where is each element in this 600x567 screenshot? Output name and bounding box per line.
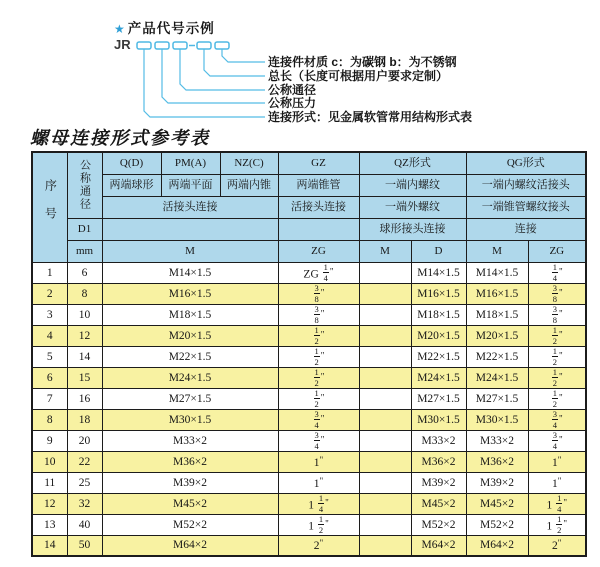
cell-zg-size: $\frac{1}{2}$ " — [278, 367, 359, 388]
cell-zg-size: 1 $\frac{1}{4}$ " — [278, 493, 359, 514]
cell-qz-m — [359, 409, 411, 430]
cell-diameter: 14 — [67, 346, 102, 367]
cell-m-thread: M39×2 — [102, 472, 278, 493]
cell-seq: 4 — [32, 325, 67, 346]
label-nominal-pressure: 公称压力 — [268, 96, 317, 110]
cell-qz-m — [359, 304, 411, 325]
cell-qg-m: M18×1.5 — [466, 304, 528, 325]
header-q-form: Q(D) — [102, 152, 161, 174]
cell-m-thread: M14×1.5 — [102, 262, 278, 283]
header-union-connection: 活接头连接 — [102, 196, 278, 218]
header-qg-desc: 一端内螺纹活接头 — [466, 174, 586, 196]
table-row — [32, 388, 586, 409]
cell-qg-m: M64×2 — [466, 535, 528, 556]
cell-qg-m: M22×1.5 — [466, 346, 528, 367]
table-row — [32, 451, 586, 472]
header-qg-m-unit: M — [466, 240, 528, 262]
cell-qz-m — [359, 430, 411, 451]
cell-diameter: 15 — [67, 367, 102, 388]
header-pm-desc: 两端平面 — [161, 174, 220, 196]
cell-qz-d: M52×2 — [411, 514, 466, 535]
cell-qg-zg: 1 $\frac{1}{2}$ " — [528, 514, 586, 535]
cell-qz-d: M30×1.5 — [411, 409, 466, 430]
cell-qg-m: M14×1.5 — [466, 262, 528, 283]
cell-diameter: 25 — [67, 472, 102, 493]
cell-qg-m: M30×1.5 — [466, 409, 528, 430]
cell-zg-size: ZG $\frac{1}{4}$ " — [278, 262, 359, 283]
header-empty-gz — [278, 218, 359, 240]
cell-qg-zg: $\frac{3}{4}$ " — [528, 430, 586, 451]
cell-m-thread: M20×1.5 — [102, 325, 278, 346]
cell-seq: 11 — [32, 472, 67, 493]
cell-diameter: 8 — [67, 283, 102, 304]
cell-diameter: 6 — [67, 262, 102, 283]
cell-seq: 7 — [32, 388, 67, 409]
header-nz-form: NZ(C) — [220, 152, 278, 174]
cell-qg-zg: 2" — [528, 535, 586, 556]
cell-seq: 13 — [32, 514, 67, 535]
header-mm-unit: mm — [67, 240, 102, 262]
cell-qg-zg: $\frac{1}{2}$ " — [528, 367, 586, 388]
cell-seq: 5 — [32, 346, 67, 367]
table-row — [32, 304, 586, 325]
cell-qz-m — [359, 325, 411, 346]
cell-qz-m — [359, 388, 411, 409]
header-pm-form: PM(A) — [161, 152, 220, 174]
header-qz-row3: 一端外螺纹 — [359, 196, 466, 218]
header-gz-form: GZ — [278, 152, 359, 174]
header-zg-unit: ZG — [278, 240, 359, 262]
cell-diameter: 22 — [67, 451, 102, 472]
cell-qz-d: M33×2 — [411, 430, 466, 451]
cell-qg-m: M52×2 — [466, 514, 528, 535]
cell-m-thread: M52×2 — [102, 514, 278, 535]
cell-seq: 10 — [32, 451, 67, 472]
cell-qz-m — [359, 346, 411, 367]
cell-qz-d: M16×1.5 — [411, 283, 466, 304]
cell-qz-d: M64×2 — [411, 535, 466, 556]
cell-qz-m — [359, 283, 411, 304]
cell-qz-d: M39×2 — [411, 472, 466, 493]
cell-qg-m: M45×2 — [466, 493, 528, 514]
cell-qg-m: M36×2 — [466, 451, 528, 472]
header-qz-row4: 球形接头连接 — [359, 218, 466, 240]
header-qg-row3: 一端锥管螺纹接头 — [466, 196, 586, 218]
cell-diameter: 50 — [67, 535, 102, 556]
table-row — [32, 514, 586, 535]
cell-m-thread: M18×1.5 — [102, 304, 278, 325]
label-connection-form: 连接形式：见金属软管常用结构形式表 — [268, 110, 473, 124]
header-nz-desc: 两端内锥 — [220, 174, 278, 196]
header-qz-form: QZ形式 — [359, 152, 466, 174]
header-diameter: 公称通径 — [67, 152, 102, 218]
cell-diameter: 16 — [67, 388, 102, 409]
cell-qz-m — [359, 535, 411, 556]
cell-zg-size: 1" — [278, 451, 359, 472]
header-gz-union: 活接头连接 — [278, 196, 359, 218]
label-nominal-diameter: 公称通径 — [268, 83, 317, 97]
label-total-length: 总长（长度可根据用户要求定制） — [268, 69, 449, 83]
label-material: 连接件材质 c：为碳钢 b：为不锈钢 — [268, 55, 457, 69]
cell-qg-zg: $\frac{3}{4}$ " — [528, 409, 586, 430]
table-row — [32, 325, 586, 346]
cell-zg-size: $\frac{1}{2}$ " — [278, 325, 359, 346]
cell-qz-d: M36×2 — [411, 451, 466, 472]
table-row — [32, 367, 586, 388]
cell-qz-m — [359, 493, 411, 514]
code-box-icons — [137, 42, 229, 49]
cell-zg-size: $\frac{3}{8}$ " — [278, 304, 359, 325]
cell-qg-zg: 1 $\frac{1}{4}$ " — [528, 493, 586, 514]
cell-m-thread: M22×1.5 — [102, 346, 278, 367]
table-row — [32, 346, 586, 367]
cell-diameter: 18 — [67, 409, 102, 430]
cell-zg-size: 2" — [278, 535, 359, 556]
cell-qz-d: M20×1.5 — [411, 325, 466, 346]
header-d1: D1 — [67, 218, 102, 240]
cell-m-thread: M64×2 — [102, 535, 278, 556]
table-header — [32, 152, 586, 262]
cell-diameter: 32 — [67, 493, 102, 514]
cell-qz-d: M22×1.5 — [411, 346, 466, 367]
cell-m-thread: M30×1.5 — [102, 409, 278, 430]
cell-diameter: 12 — [67, 325, 102, 346]
cell-qz-d: M14×1.5 — [411, 262, 466, 283]
table-body — [32, 262, 586, 556]
cell-qg-m: M39×2 — [466, 472, 528, 493]
cell-seq: 6 — [32, 367, 67, 388]
nut-connection-reference-table — [31, 151, 587, 557]
table-row — [32, 283, 586, 304]
cell-qz-d: M18×1.5 — [411, 304, 466, 325]
cell-qg-m: M20×1.5 — [466, 325, 528, 346]
cell-qz-d: M24×1.5 — [411, 367, 466, 388]
cell-zg-size: $\frac{3}{8}$ " — [278, 283, 359, 304]
cell-diameter: 20 — [67, 430, 102, 451]
table-row — [32, 493, 586, 514]
cell-m-thread: M33×2 — [102, 430, 278, 451]
diagram-title — [114, 17, 215, 37]
cell-qg-m: M16×1.5 — [466, 283, 528, 304]
header-qz-d-unit: D — [411, 240, 466, 262]
cell-qg-zg: 1" — [528, 472, 586, 493]
cell-seq: 12 — [32, 493, 67, 514]
header-qg-row4: 连接 — [466, 218, 586, 240]
cell-qg-zg: $\frac{1}{4}$ " — [528, 262, 586, 283]
cell-m-thread: M36×2 — [102, 451, 278, 472]
cell-m-thread: M24×1.5 — [102, 367, 278, 388]
cell-qz-m — [359, 367, 411, 388]
table-row — [32, 262, 586, 283]
cell-zg-size: 1" — [278, 472, 359, 493]
cell-qg-zg: $\frac{1}{2}$ " — [528, 388, 586, 409]
table-row — [32, 409, 586, 430]
header-qg-form: QG形式 — [466, 152, 586, 174]
cell-seq: 9 — [32, 430, 67, 451]
table-title: 螺母连接形式参考表 — [30, 128, 210, 148]
cell-qg-zg: 1" — [528, 451, 586, 472]
cell-zg-size: 1 $\frac{1}{2}$ " — [278, 514, 359, 535]
cell-m-thread: M16×1.5 — [102, 283, 278, 304]
cell-seq: 2 — [32, 283, 67, 304]
cell-zg-size: $\frac{1}{2}$ " — [278, 346, 359, 367]
cell-seq: 14 — [32, 535, 67, 556]
header-m-unit: M — [102, 240, 278, 262]
header-seq: 序号 — [32, 152, 67, 262]
leader-lines — [144, 49, 265, 117]
cell-diameter: 40 — [67, 514, 102, 535]
cell-qg-m: M27×1.5 — [466, 388, 528, 409]
header-empty-m — [102, 218, 278, 240]
cell-qz-m — [359, 262, 411, 283]
cell-qg-m: M24×1.5 — [466, 367, 528, 388]
cell-qg-zg: $\frac{1}{2}$ " — [528, 325, 586, 346]
cell-seq: 3 — [32, 304, 67, 325]
cell-qz-m — [359, 514, 411, 535]
cell-seq: 8 — [32, 409, 67, 430]
cell-diameter: 10 — [67, 304, 102, 325]
diagram-title-text: 产品代号示例 — [127, 21, 215, 36]
header-qg-zg-unit: ZG — [528, 240, 586, 262]
star-icon: ★ — [114, 22, 126, 36]
cell-qg-zg: $\frac{3}{8}$ " — [528, 304, 586, 325]
cell-zg-size: $\frac{1}{2}$ " — [278, 388, 359, 409]
cell-zg-size: $\frac{3}{4}$ " — [278, 409, 359, 430]
product-code-prefix: JR — [114, 37, 131, 52]
cell-qg-m: M33×2 — [466, 430, 528, 451]
header-gz-desc: 两端锥管 — [278, 174, 359, 196]
cell-m-thread: M45×2 — [102, 493, 278, 514]
cell-qz-d: M45×2 — [411, 493, 466, 514]
cell-qz-m — [359, 451, 411, 472]
header-qz-m-unit: M — [359, 240, 411, 262]
cell-qg-zg: $\frac{1}{2}$ " — [528, 346, 586, 367]
product-code-diagram — [0, 0, 600, 130]
cell-qz-d: M27×1.5 — [411, 388, 466, 409]
table-row — [32, 430, 586, 451]
cell-zg-size: $\frac{3}{4}$ " — [278, 430, 359, 451]
cell-qg-zg: $\frac{3}{8}$ " — [528, 283, 586, 304]
table-row — [32, 535, 586, 556]
table-row — [32, 472, 586, 493]
cell-m-thread: M27×1.5 — [102, 388, 278, 409]
header-qz-desc: 一端内螺纹 — [359, 174, 466, 196]
cell-qz-m — [359, 472, 411, 493]
cell-seq: 1 — [32, 262, 67, 283]
header-q-desc: 两端球形 — [102, 174, 161, 196]
